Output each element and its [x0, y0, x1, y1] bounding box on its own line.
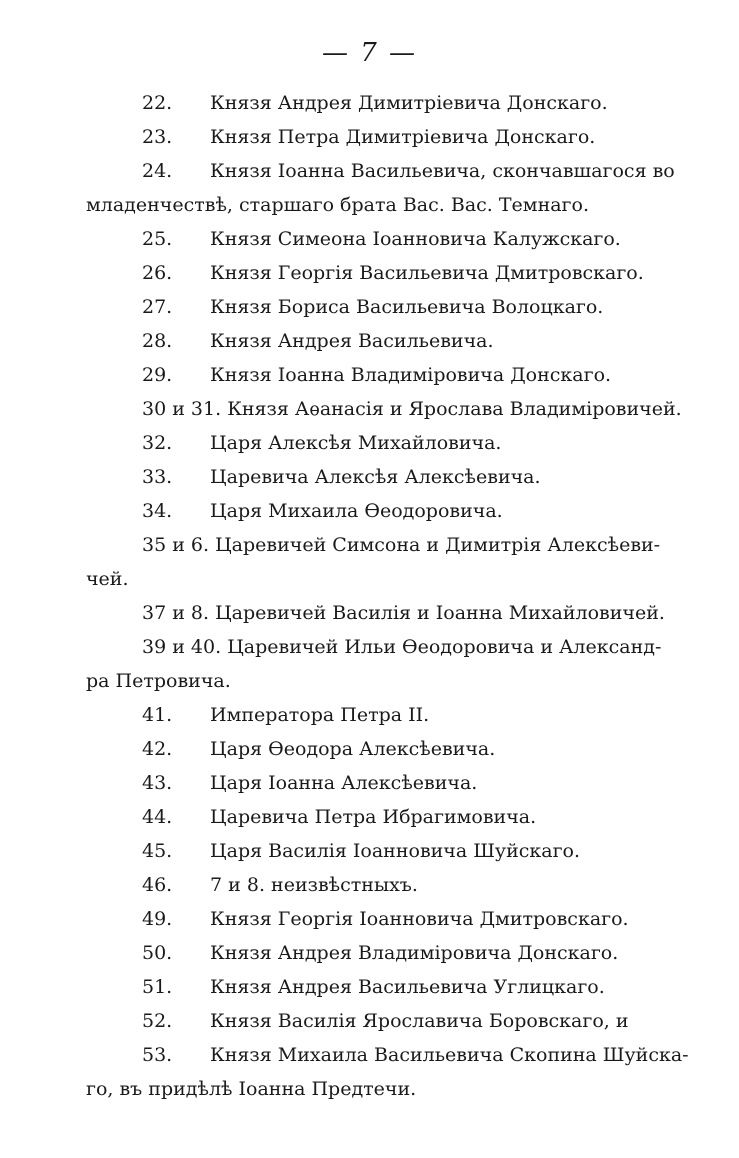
- entry-text: 7 и 8. неизвѣстныхъ.: [210, 874, 418, 896]
- list-item: [86, 324, 706, 358]
- list-item: [86, 154, 706, 188]
- entry-text: Князя Василія Ярославича Боровскаго, и: [210, 1010, 629, 1032]
- list-item: [86, 698, 706, 732]
- list-item: [86, 630, 706, 664]
- entry-text: Князя Бориса Васильевича Волоцкаго.: [210, 296, 604, 318]
- entry-text: Царя Василія Іоанновича Шуйскаго.: [210, 840, 581, 862]
- entry-number: 29.: [142, 364, 173, 386]
- entry-number: 37 и 8.: [142, 602, 210, 624]
- list-item: [86, 1038, 706, 1072]
- entry-text: Князя Андрея Владиміровича Донскаго.: [210, 942, 619, 964]
- entry-continuation: го, въ придѣлѣ Іоанна Предтечи.: [86, 1078, 417, 1100]
- list-item: [86, 86, 706, 120]
- entry-number: 52.: [142, 1010, 173, 1032]
- list-item: [86, 426, 706, 460]
- list-item: [86, 256, 706, 290]
- entry-text: Князя Андрея Васильевича Углицкаго.: [210, 976, 605, 998]
- entry-list: [86, 86, 706, 1106]
- entry-number: 27.: [142, 296, 173, 318]
- entry-text: Князя Михаила Васильевича Скопина Шуйска-: [210, 1044, 689, 1066]
- list-item: [86, 800, 706, 834]
- entry-text: Царя Ѳеодора Алексѣевича.: [210, 738, 496, 760]
- list-item: [86, 596, 706, 630]
- list-item: [86, 460, 706, 494]
- entry-text: Царевича Алексѣя Алексѣевича.: [210, 466, 541, 488]
- list-item: [86, 222, 706, 256]
- entry-continuation: ра Петровича.: [86, 670, 231, 692]
- entry-text: Князя Симеона Іоанновича Калужскаго.: [210, 228, 621, 250]
- list-item: [86, 1004, 706, 1038]
- entry-text: Князя Георгія Васильевича Дмитровскаго.: [210, 262, 644, 284]
- entry-text: Царевичей Василія и Іоанна Михайловичей.: [215, 602, 665, 624]
- entry-text: Царевичей Симсона и Димитрія Алексѣеви-: [215, 534, 661, 556]
- list-item: [86, 766, 706, 800]
- list-item: [86, 936, 706, 970]
- list-item: [86, 290, 706, 324]
- page-number: — 7 —: [321, 38, 418, 68]
- entry-text: Царевича Петра Ибрагимовича.: [210, 806, 537, 828]
- entry-text: Князя Георгія Іоанновича Дмитровскаго.: [210, 908, 629, 930]
- entry-number: 50.: [142, 942, 173, 964]
- list-item: [86, 494, 706, 528]
- list-item: [86, 392, 706, 426]
- list-item: [86, 834, 706, 868]
- entry-number: 24.: [142, 160, 173, 182]
- entry-number: 35 и 6.: [142, 534, 210, 556]
- entry-text: Князя Іоанна Владиміровича Донскаго.: [210, 364, 612, 386]
- entry-text: Князя Петра Димитріевича Донскаго.: [210, 126, 596, 148]
- entry-number: 49.: [142, 908, 173, 930]
- entry-number: 44.: [142, 806, 173, 828]
- entry-number: 34.: [142, 500, 173, 522]
- entry-number: 51.: [142, 976, 173, 998]
- entry-text: Царя Алексѣя Михайловича.: [210, 432, 502, 454]
- entry-number: 22.: [142, 92, 173, 114]
- entry-number: 42.: [142, 738, 173, 760]
- entry-number: 33.: [142, 466, 173, 488]
- list-item: [86, 358, 706, 392]
- entry-number: 53.: [142, 1044, 173, 1066]
- entry-number: 39 и 40.: [142, 636, 222, 658]
- entry-text: Князя Іоанна Васильевича, скончавшагося во: [210, 160, 675, 182]
- entry-text: Князя Андрея Васильевича.: [210, 330, 494, 352]
- list-item: [86, 120, 706, 154]
- list-item: [86, 902, 706, 936]
- entry-continuation: младенчествѣ, старшаго брата Вас. Вас. Темнаго.: [86, 194, 589, 216]
- list-item: [86, 732, 706, 766]
- entry-number: 46.: [142, 874, 173, 896]
- entry-number: 30 и 31.: [142, 398, 222, 420]
- entry-number: 43.: [142, 772, 173, 794]
- entry-number: 26.: [142, 262, 173, 284]
- list-item: [86, 528, 706, 562]
- list-item: [86, 868, 706, 902]
- entry-number: 28.: [142, 330, 173, 352]
- entry-continuation: чей.: [86, 568, 129, 590]
- entry-number: 25.: [142, 228, 173, 250]
- entry-number: 23.: [142, 126, 173, 148]
- entry-text: Императора Петра II.: [210, 704, 430, 726]
- entry-text: Царя Михаила Ѳеодоровича.: [210, 500, 503, 522]
- entry-text: Царя Іоанна Алексѣевича.: [210, 772, 478, 794]
- entry-number: 41.: [142, 704, 173, 726]
- entry-number: 45.: [142, 840, 173, 862]
- entry-number: 32.: [142, 432, 173, 454]
- entry-text: Царевичей Ильи Ѳеодоровича и Александ-: [227, 636, 662, 658]
- entry-text: Князя Андрея Димитріевича Донскаго.: [210, 92, 608, 114]
- list-item: [86, 970, 706, 1004]
- entry-text: Князя Аѳанасія и Ярослава Владиміровичей.: [227, 398, 682, 420]
